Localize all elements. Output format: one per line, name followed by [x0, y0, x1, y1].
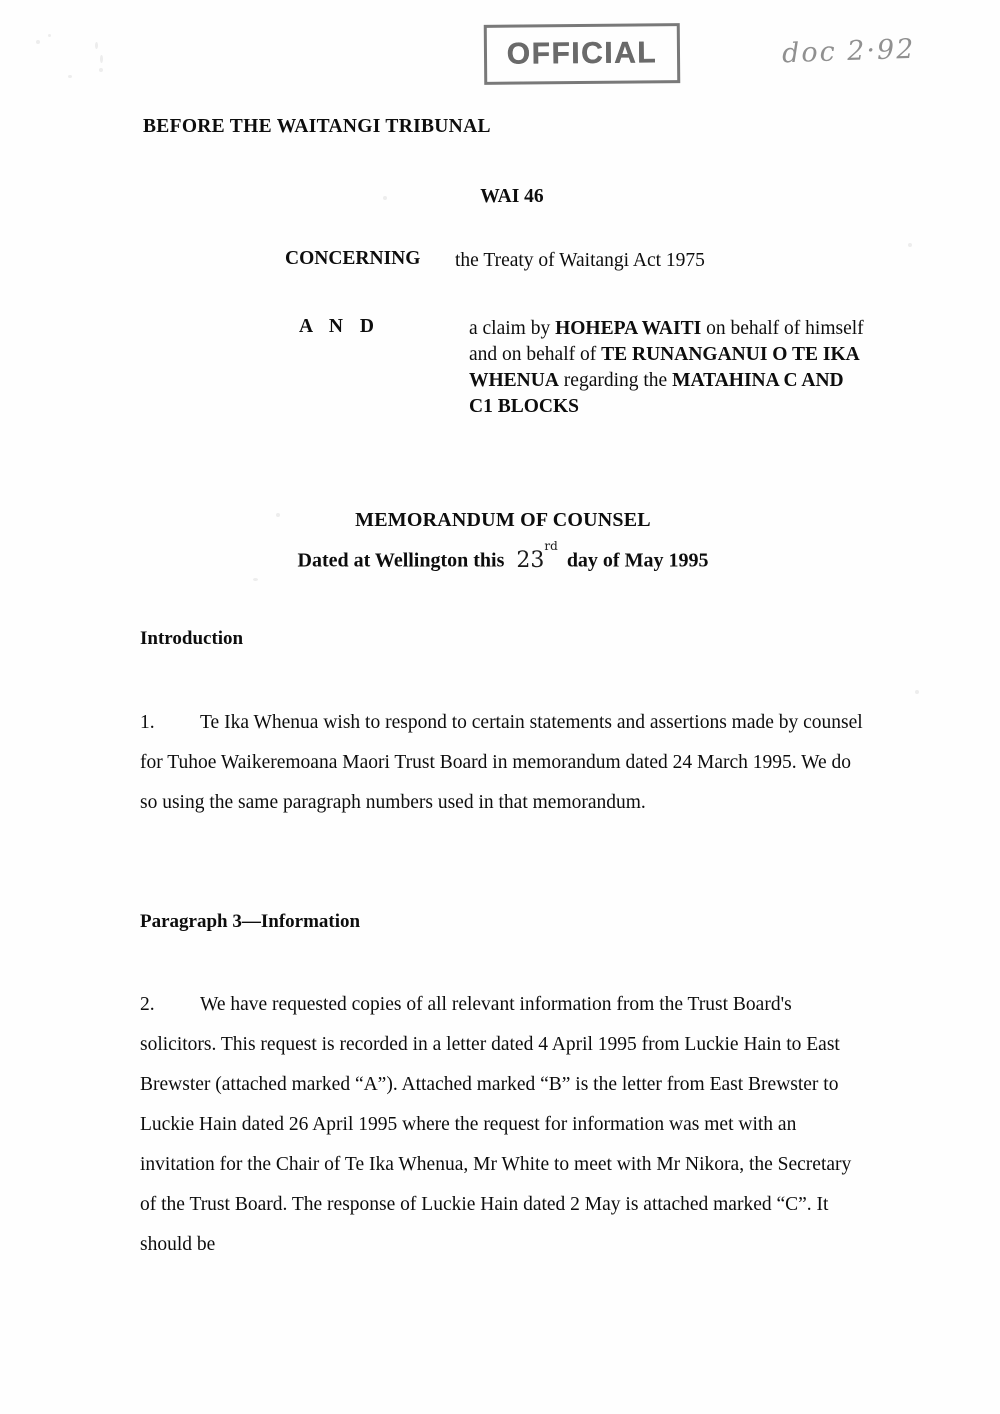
- handwritten-day-suffix: rd: [544, 539, 558, 553]
- party-value-concerning: the Treaty of Waitangi Act 1975: [455, 250, 705, 271]
- handwritten-day: [516, 539, 558, 574]
- party-row-concerning: [285, 248, 850, 274]
- handwritten-day-number: 23: [516, 548, 545, 574]
- scan-speck: [915, 690, 919, 694]
- paragraph-2: [140, 985, 870, 1265]
- official-stamp-label: OFFICIAL: [506, 36, 658, 71]
- official-stamp: [484, 23, 681, 85]
- party-label-and: A N D: [299, 316, 380, 337]
- dated-prefix: Dated at Wellington this: [297, 549, 505, 572]
- party-row-and: [285, 316, 864, 420]
- paragraph-number-1: 1.: [140, 712, 155, 733]
- scan-speck: [100, 55, 103, 63]
- tribunal-heading: BEFORE THE WAITANGI TRIBUNAL: [143, 116, 491, 137]
- paragraph-text-1: Te Ika Whenua wish to respond to certain statements and assertions made by counsel for Tuhoe Waikeremoana Maori Trust Board in memorandum dated 24 March 1995. We do so using the same paragraph numbers used in that memorandum.: [140, 712, 863, 813]
- section-heading-introduction: Introduction: [140, 628, 244, 649]
- scan-speck: [253, 578, 258, 581]
- dated-line: [0, 539, 1000, 574]
- section-heading-paragraph-3: Paragraph 3—Information: [140, 911, 361, 932]
- scan-speck: [36, 40, 40, 44]
- party-label-concerning: CONCERNING: [285, 248, 421, 269]
- scan-speck: [908, 243, 912, 247]
- scan-speck: [48, 34, 51, 37]
- party-value-and: a claim by HOHEPA WAITI on behalf of himself and on behalf of TE RUNANGANUI O TE IKA WHENUA regarding the MATAHINA C AND C1 BLOCKS: [469, 318, 864, 417]
- scan-speck: [68, 75, 72, 78]
- case-number: WAI 46: [480, 186, 544, 207]
- dated-suffix: day of May 1995: [566, 549, 709, 572]
- paragraph-1: [140, 703, 870, 823]
- scan-speck: [95, 42, 98, 49]
- handwritten-doc-reference: doc 2·92: [781, 33, 916, 70]
- paragraph-text-2: We have requested copies of all relevant information from the Trust Board's solicitors. This request is recorded in a letter dated 4 April 1995 from Luckie Hain to East Brewster (attached marked “A”). Attached marked “B” is the letter from East Brewster to Luckie Hain dated 26 April 1995 where the request for information was met with an invitation for the Chair of Te Ika Whenua, Mr White to meet with Mr Nikora, the Secretary of the Trust Board. The response of Luckie Hain dated 2 May is attached marked “C”. It should be: [140, 994, 852, 1255]
- document-title: MEMORANDUM OF COUNSEL: [355, 509, 651, 531]
- paragraph-number-2: 2.: [140, 994, 155, 1015]
- scan-speck: [99, 68, 103, 72]
